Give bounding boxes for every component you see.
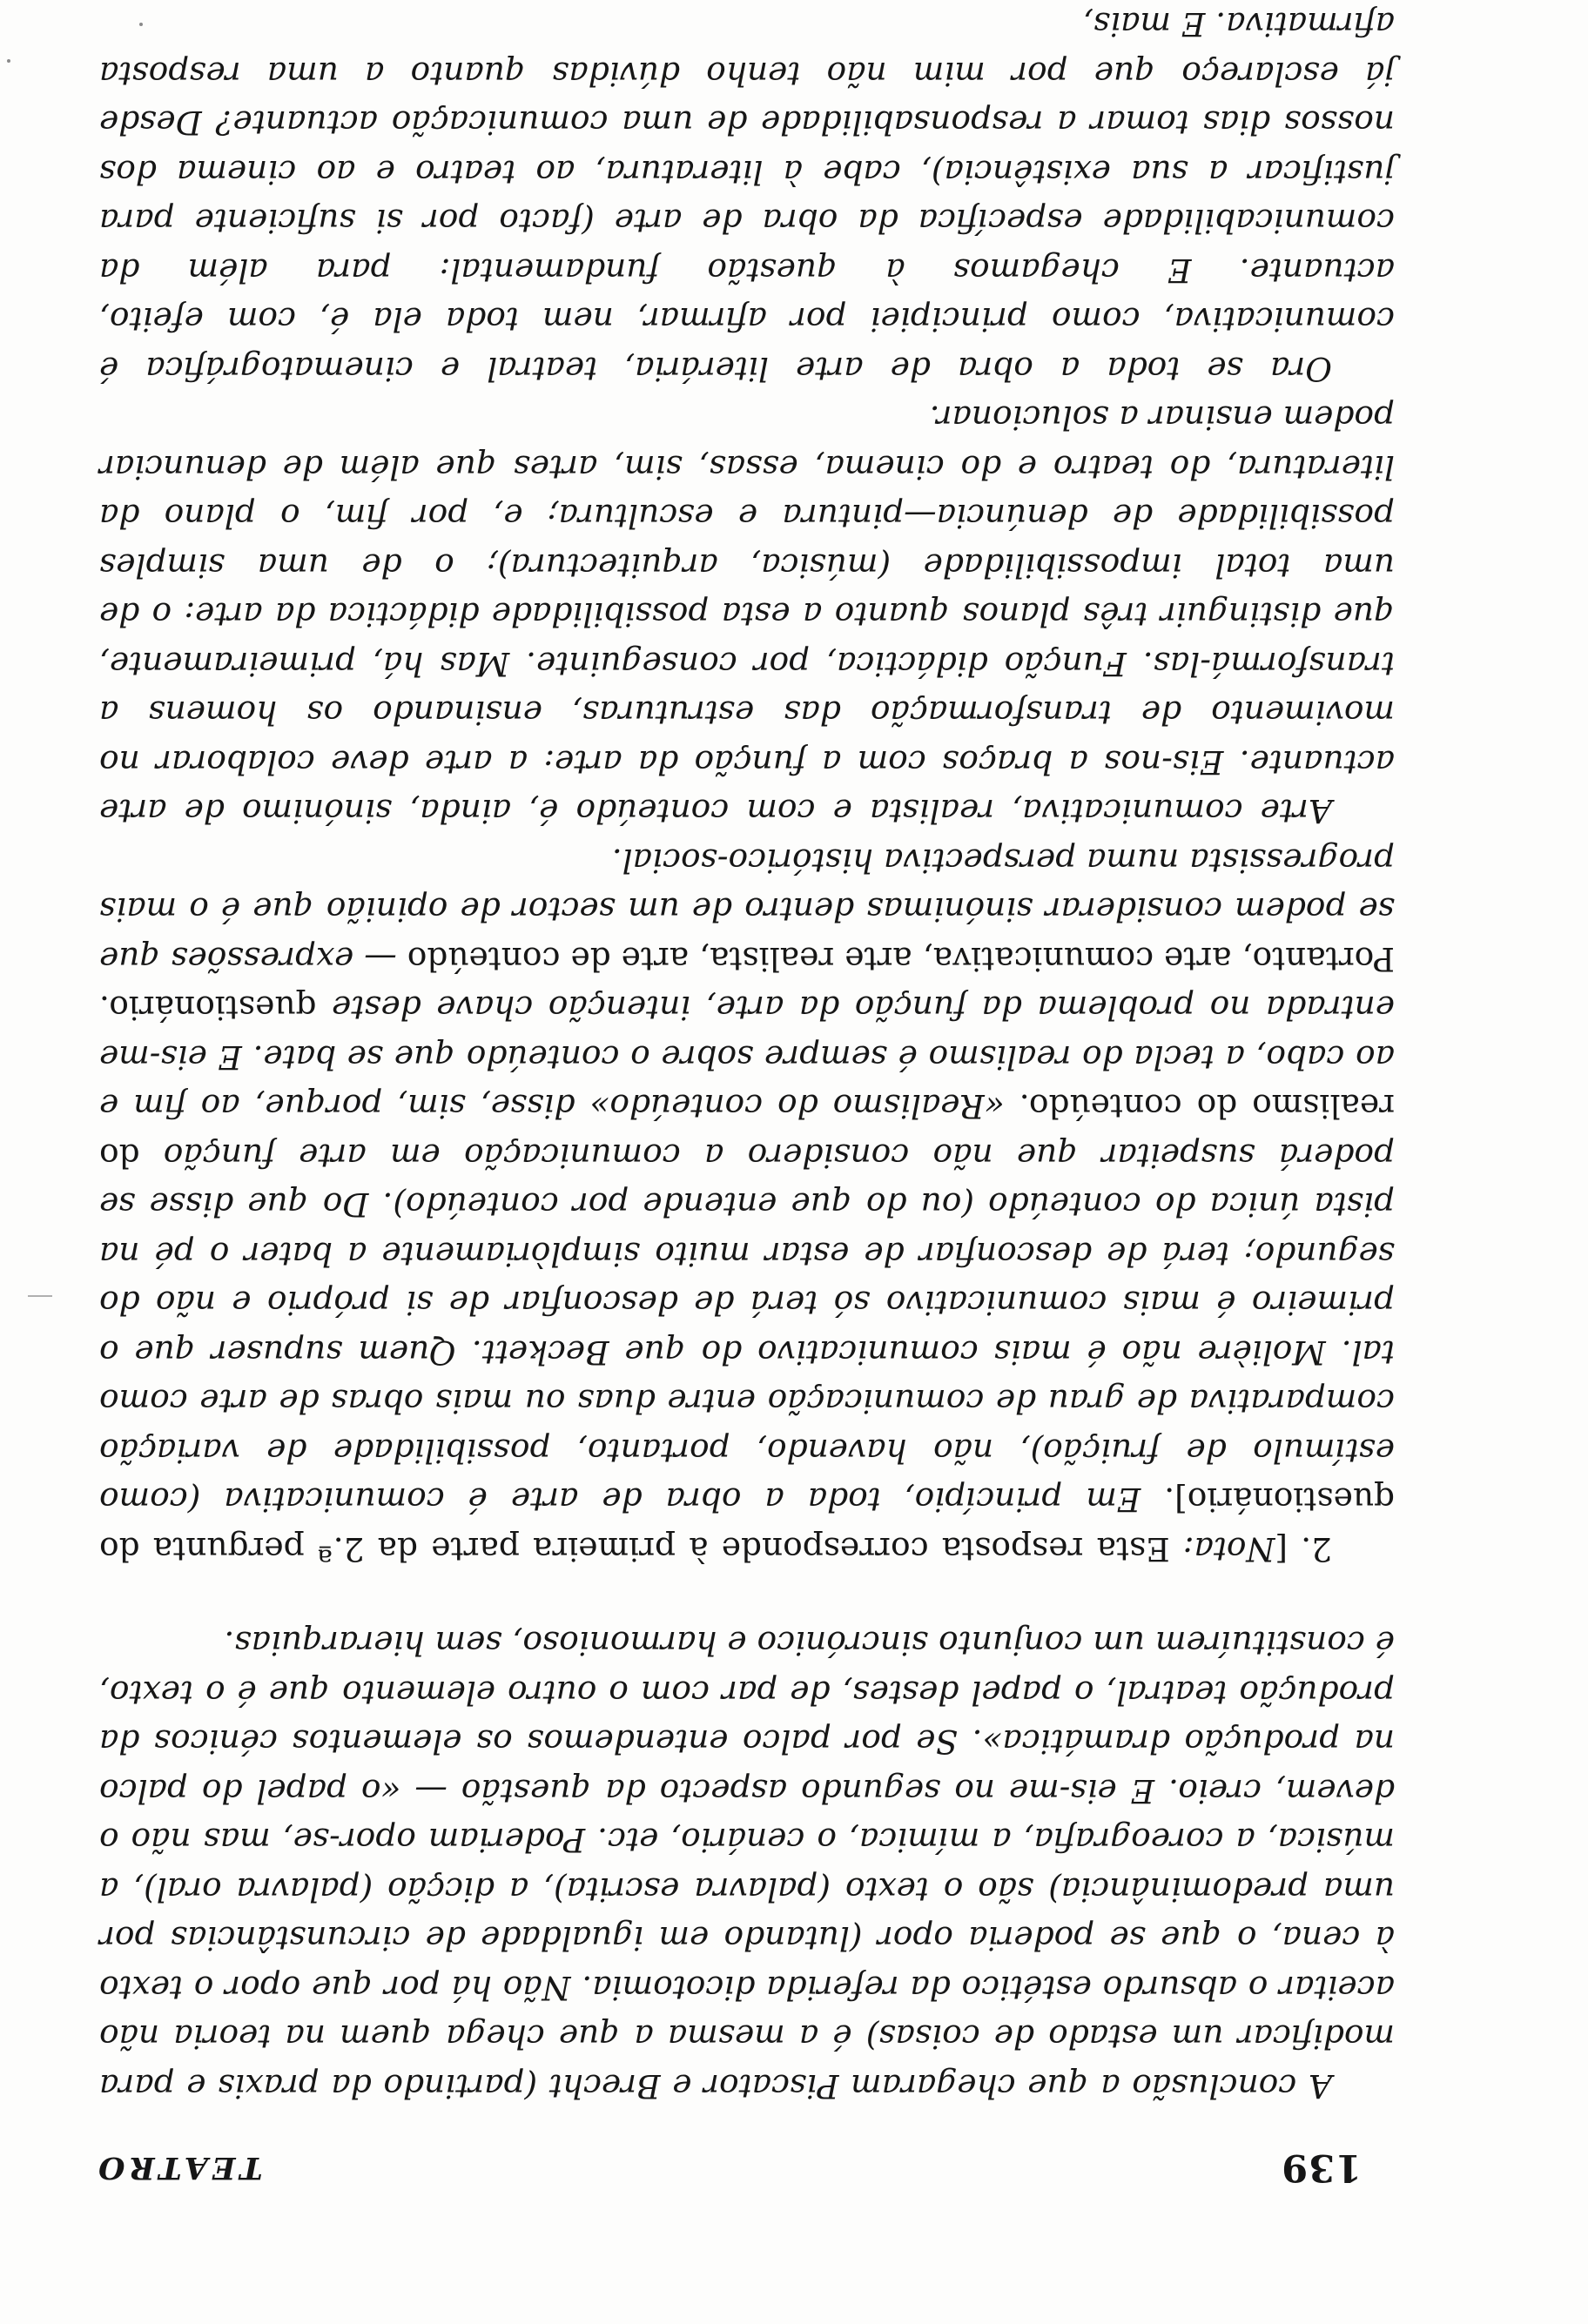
paragraph-text: Arte comunicativa, realista e com conteúdo é, ainda, sinónimo de arte actuante. Eis-nos a braços com a função da arte: a arte deve colaborar no movimento de transformação das estruturas, ensinando os homens a transformá-las. Função didáctica, por conseguinte. Mas há, primeiramente, que distinguir três planos quanto a esta possibilidade didáctica da arte: o de uma total impossibilidade (música, arquitectura); o de uma simples possibilidade de denúncia—pintura e escultura; e, por fim, o plano da literatura, do teatro e do cinema, essas, sim, artes que além de denunciar podem ensinar a solucionar. bbox=[99, 399, 1395, 831]
note-label: Nota: bbox=[1182, 1530, 1275, 1568]
note-number: 2. [ bbox=[1275, 1530, 1332, 1568]
paragraph-text: — expressões que se podem considerar sinónimas dentro de um sector de opinião que é o mais progressista numa perspectiva histórico-social. bbox=[98, 842, 1395, 978]
paragraph-text: A conclusão a que chegaram Piscator e Brecht (partindo da praxis e para modificar um estado de coisas) é a mesma a que chega quem na teoria não aceitar o absurdo estético da referida dicotomia. Não há por que opor o texto à cena, o que se poderia opor (lutando em igualdade de circunstâncias por uma predominância) são o texto (palavra escrita), a dicção (palavra oral), a música, a coreografia, a mímica, o cenário, etc. Poderiam opor-se, mas não o devem, creio. E eis-me no segundo aspecto da questão — «o papel do palco na produção dramática». Se por palco entendemos os elementos cénicos da produção teatral, o papel destes, de par com o outro elemento que é o texto, é constituírem um conjunto sincrónico e harmonioso, sem hierarquias. bbox=[99, 1624, 1395, 2106]
page-number: 139 bbox=[1281, 2146, 1362, 2189]
page-body bbox=[99, 0, 1395, 2111]
margin-mark bbox=[28, 1295, 52, 1297]
paragraph-text: Ora se toda a obra de arte literária, teatral e cinematográfica é comunicativa, como principiei por afirmar, nem toda ela é, com efeito, actuante. E chegamos à questão fundamental: para além da comunicabilidade específica da obra de arte (facto por si suficiente para justificar a sua existência), cabe à literatura, ao teatro e ao cinema dos nossos dias tomar a responsabilidade de uma comunicação actuante? Desde já esclareço que por mim não tenho dúvidas quanto a uma resposta afirmativa. E mais, bbox=[99, 5, 1395, 388]
paragraph-text-roman: do realismo do conteúdo. bbox=[99, 1087, 1395, 1175]
running-head: TEATRO bbox=[94, 2150, 263, 2186]
note-text: Esta resposta corresponde à primeira parte da 2.ª pergunta do questionário]. bbox=[99, 1481, 1395, 1568]
page-header bbox=[94, 2137, 1362, 2189]
paragraph-function bbox=[99, 393, 1395, 836]
paragraph-conclusion bbox=[99, 1619, 1395, 2111]
paragraph-question bbox=[99, 0, 1395, 393]
paragraph-text-roman: questionário. Portanto, arte comunicativa, arte realista, arte de conteúdo bbox=[99, 940, 1395, 1028]
paragraph-text: Em princípio, toda a obra de arte é comunicativa (como estímulo de fruição), não havendo, portanto, possibilidade de variação comparativa de grau de comunicação entre duas ou mais obras de arte como tal. Molière não é mais comunicativo do que Beckett. Quem supuser que o primeiro é mais comunicativo só terá de desconfiar de si próprio e não do segundo; terá de desconfiar de estar muito simplòriamente a bater o pé na pista única do conteúdo (ou do que entende por conteúdo). Do que disse se poderá suspeitar que não considero a comunicação em arte função bbox=[99, 1137, 1395, 1520]
paragraph-text: «Realismo do conteúdo» disse, sim, porque, ao fim e ao cabo, a tecla do realismo é sempre sobre o conteúdo que se bate. E eis-me entrada no problema da função da arte, intenção chave deste bbox=[99, 989, 1395, 1126]
scan-speck bbox=[7, 59, 10, 63]
scan-speck bbox=[139, 23, 143, 26]
paragraph-gap bbox=[99, 1574, 1395, 1619]
paragraph-note bbox=[99, 836, 1395, 1575]
